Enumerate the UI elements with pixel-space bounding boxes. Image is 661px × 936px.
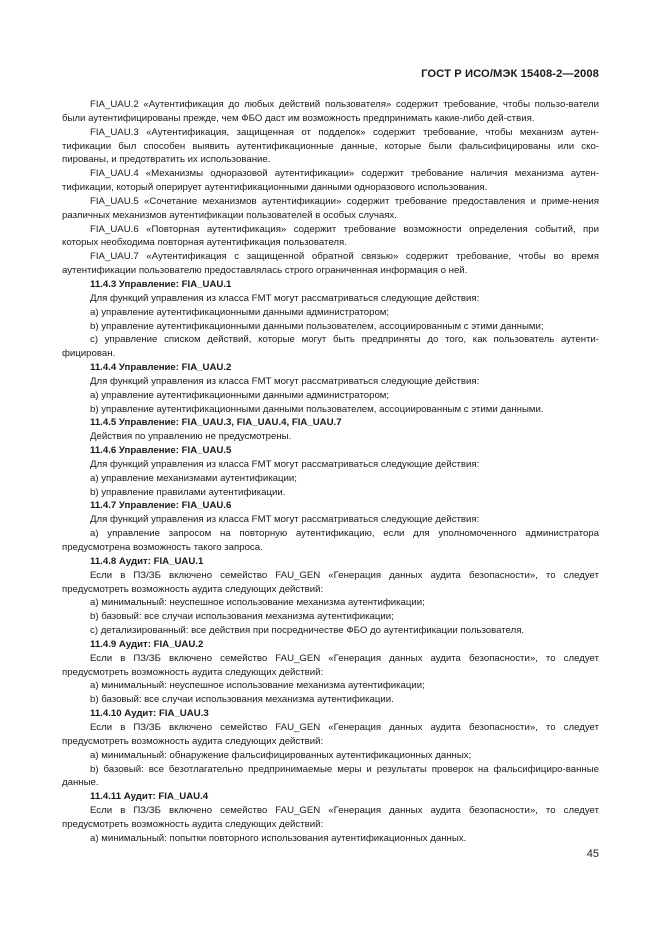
paragraph: Если в ПЗ/ЗБ включено семейство FAU_GEN «Генерация данных аудита безопасности», то следует предусмотреть возможность аудита следующих действий: (62, 569, 599, 595)
section-heading: 11.4.7 Управление: FIA_UAU.6 (90, 500, 232, 512)
document-body (62, 98, 599, 846)
section-heading: 11.4.3 Управление: FIA_UAU.1 (90, 278, 232, 290)
paragraph: a) управление механизмами аутентификации; (90, 472, 297, 484)
section-heading: 11.4.10 Аудит: FIA_UAU.3 (90, 708, 209, 720)
paragraph: Для функций управления из класса FMT могут рассматриваться следующие действия: (90, 375, 480, 387)
paragraph: b) управление аутентификационными данными пользователем, ассоциированным с этими данными; (90, 320, 544, 332)
paragraph: FIA_UAU.6 «Повторная аутентификация» содержит требование возможности определения событий, при которых необходима повторная аутентификация пользователя. (62, 223, 599, 249)
paragraph: Если в ПЗ/ЗБ включено семейство FAU_GEN «Генерация данных аудита безопасности», то следует предусмотреть возможность аудита следующих действий: (62, 721, 599, 747)
page-number: 45 (586, 848, 599, 860)
paragraph: b) базовый: все случаи использования механизма аутентификации; (90, 611, 394, 623)
section-heading: 11.4.5 Управление: FIA_UAU.3, FIA_UAU.4, FIA_UAU.7 (90, 417, 342, 429)
paragraph: c) управление списком действий, которые могут быть предприняты до того, как пользователь аутенти-фицирован. (62, 334, 599, 360)
paragraph: FIA_UAU.4 «Механизмы одноразовой аутентификации» содержит требование наличия механизма аутен-тификации, который оперирует аутентификационными данными одноразового использования. (62, 168, 599, 194)
paragraph: a) минимальный: обнаружение фальсифицированных аутентификационных данных; (90, 749, 472, 761)
paragraph: a) управление запросом на повторную аутентификацию, если для уполномоченного администратора предусмотрена возможность такого запроса. (62, 528, 599, 553)
section-heading: 11.4.4 Управление: FIA_UAU.2 (90, 362, 232, 374)
paragraph: a) минимальный: неуспешное использование механизма аутентификации; (90, 597, 425, 609)
section-heading: 11.4.9 Аудит: FIA_UAU.2 (90, 638, 204, 650)
paragraph: Для функций управления из класса FMT могут рассматриваться следующие действия: (90, 292, 480, 304)
paragraph: FIA_UAU.7 «Аутентификация с защищенной обратной связью» содержит требование, чтобы во время аутентификации пользователю предоставлялась строго ограниченная информация о ней. (62, 251, 599, 277)
paragraph: a) управление аутентификационными данными администратором; (90, 306, 390, 318)
paragraph: Действия по управлению не предусмотрены. (90, 431, 292, 443)
paragraph: b) базовый: все случаи использования механизма аутентификации. (90, 694, 394, 706)
paragraph: FIA_UAU.3 «Аутентификация, защищенная от подделок» содержит требование, чтобы механизм аутен-тификации был способен выявить аутентификационные данные, которые были фальсифицированы или ско-пированы, и предотвратить их использование. (62, 126, 599, 166)
paragraph: b) управление правилами аутентификации. (90, 486, 286, 498)
paragraph: b) базовый: все безотлагательно предпринимаемые меры и результаты проверок на фальсифициро-ванные данные. (62, 763, 599, 789)
paragraph: FIA_UAU.5 «Сочетание механизмов аутентификации» содержит требование предоставления и приме-нения различных механизмов аутентификации пользователей в особых случаях. (62, 195, 599, 221)
document-header: ГОСТ Р ИСО/МЭК 15408-2—2008 (421, 68, 599, 80)
paragraph: Для функций управления из класса FMT могут рассматриваться следующие действия: (90, 458, 480, 470)
paragraph: a) управление аутентификационными данными администратором; (90, 389, 390, 401)
paragraph: FIA_UAU.2 «Аутентификация до любых действий пользователя» содержит требование, чтобы пользо-ватели были аутентифицированы прежде, чем ФБО даст им возможность предпринимать какие-либо дей-ствия. (62, 99, 599, 124)
paragraph: a) минимальный: попытки повторного использования аутентификационных данных. (90, 832, 467, 844)
paragraph: a) минимальный: неуспешное использование механизма аутентификации; (90, 680, 425, 692)
section-heading: 11.4.11 Аудит: FIA_UAU.4 (90, 791, 209, 803)
paragraph: Если в ПЗ/ЗБ включено семейство FAU_GEN «Генерация данных аудита безопасности», то следует предусмотреть возможность аудита следующих действий: (62, 805, 599, 830)
paragraph: b) управление аутентификационными данными пользователем, ассоциированным с этими данными. (90, 403, 544, 415)
paragraph: Для функций управления из класса FMT могут рассматриваться следующие действия: (90, 514, 480, 526)
paragraph: Если в ПЗ/ЗБ включено семейство FAU_GEN «Генерация данных аудита безопасности», то следует предусмотреть возможность аудита следующих действий: (62, 652, 599, 678)
section-heading: 11.4.8 Аудит: FIA_UAU.1 (90, 555, 204, 567)
section-heading: 11.4.6 Управление: FIA_UAU.5 (90, 445, 232, 457)
paragraph: c) детализированный: все действия при посредничестве ФБО до аутентификации пользователя. (90, 625, 525, 637)
